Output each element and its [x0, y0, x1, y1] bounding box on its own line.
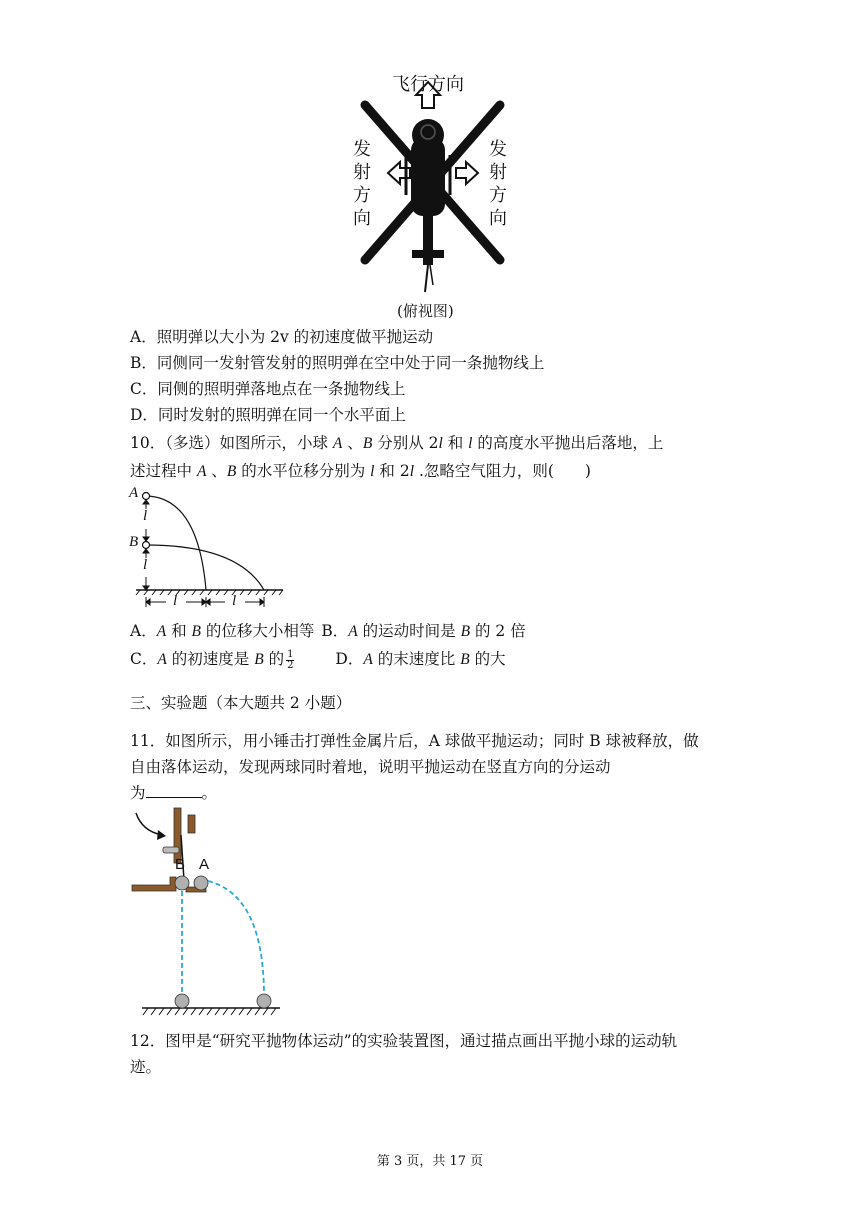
- q11-stem-line-3: 为 。: [130, 784, 218, 802]
- hammer-post: [174, 808, 181, 863]
- fraction-one-half: $\frac{1}{2}$: [287, 648, 294, 671]
- right-launch-direction-label: 发 射 方 向: [489, 139, 507, 229]
- label-l-height-b: l: [143, 557, 148, 573]
- right-launch-arrow-icon: [456, 162, 478, 184]
- ground-hatching: [143, 1008, 276, 1015]
- q11-apparatus-drawing: [128, 805, 288, 1025]
- ball-a-label: A: [199, 856, 210, 873]
- hammer-head: [163, 847, 179, 853]
- q10-option-c: C．A 的初速度是 B 的 $\frac{1}{2}$: [130, 648, 294, 671]
- horizontal-dimension-markers: [146, 597, 264, 607]
- q10-stem-line-2: 述过程中 A 、B 的水平位移分别为 l 和 2l .忽略空气阻力，则( ): [130, 462, 591, 480]
- q10-option-a: A．A 和 B 的位移大小相等: [130, 622, 315, 640]
- q11-stem-line-1: 11．如图所示，用小锤击打弹性金属片后，A 球做平抛运动；同时 B 球被释放，做: [130, 732, 699, 750]
- projectile-path: [208, 881, 264, 993]
- ball-a-landed: [257, 994, 271, 1008]
- label-l-range-1: l: [173, 593, 178, 609]
- support-post-right: [188, 815, 195, 833]
- q11-apparatus-figure: [128, 805, 288, 1025]
- ball-b-label: B: [175, 856, 186, 873]
- q10-options-row-2: [130, 648, 506, 671]
- q10-option-b: B．A 的运动时间是 B 的 2 倍: [321, 622, 526, 640]
- q9-option-a: A．照明弹以大小为 2v 的初速度做平抛运动: [130, 328, 434, 346]
- ball-a: [143, 493, 150, 500]
- ball-b-landed: [175, 994, 189, 1008]
- page-footer: 第 3 页，共 17 页: [376, 1154, 484, 1169]
- q10-projectile-drawing: [128, 485, 288, 615]
- helicopter-figure: [340, 60, 530, 310]
- q10-projectile-figure: [128, 485, 288, 615]
- label-a: A: [129, 485, 139, 501]
- label-l-height-a: l: [143, 508, 148, 524]
- helicopter-figure-caption: (俯视图): [397, 302, 454, 320]
- forward-direction-label: 飞行方向: [392, 74, 464, 95]
- label-b: B: [129, 534, 139, 550]
- section-3-heading: 三、实验题（本大题共 2 小题）: [130, 694, 352, 712]
- q10-options-row-1: [130, 620, 526, 643]
- q12-stem-line-2: 迹。: [130, 1058, 162, 1076]
- ball-a-start: [194, 876, 208, 890]
- label-l-range-2: l: [232, 593, 237, 609]
- q9-option-b: B．同侧同一发射管发射的照明弹在空中处于同一条抛物线上: [130, 354, 545, 372]
- trajectory-a: [146, 496, 206, 590]
- q12-stem-line-1: 12．图甲是“研究平抛物体运动”的实验装置图，通过描点画出平抛小球的运动轨: [130, 1032, 678, 1050]
- left-launch-direction-label: 发 射 方 向: [353, 139, 371, 229]
- q9-option-d: D．同时发射的照明弹在同一个水平面上: [130, 406, 406, 424]
- q11-stem-line-2: 自由落体运动，发现两球同时着地，说明平抛运动在竖直方向的分运动: [130, 758, 611, 776]
- q10-option-d: D．A 的末速度比 B 的大: [335, 650, 506, 668]
- q10-stem-line-1: 10．（多选）如图所示，小球 A 、B 分别从 2l 和 l 的高度水平抛出后落地，上: [130, 434, 664, 452]
- answer-blank[interactable]: [146, 783, 202, 798]
- base-platform: [132, 877, 176, 891]
- q9-option-c: C．同侧的照明弹落地点在一条抛物线上: [130, 380, 406, 398]
- ball-b: [143, 542, 150, 549]
- tail-stabilizer: [412, 250, 444, 258]
- fuselage-body: [411, 138, 445, 216]
- ball-b-start: [175, 876, 189, 890]
